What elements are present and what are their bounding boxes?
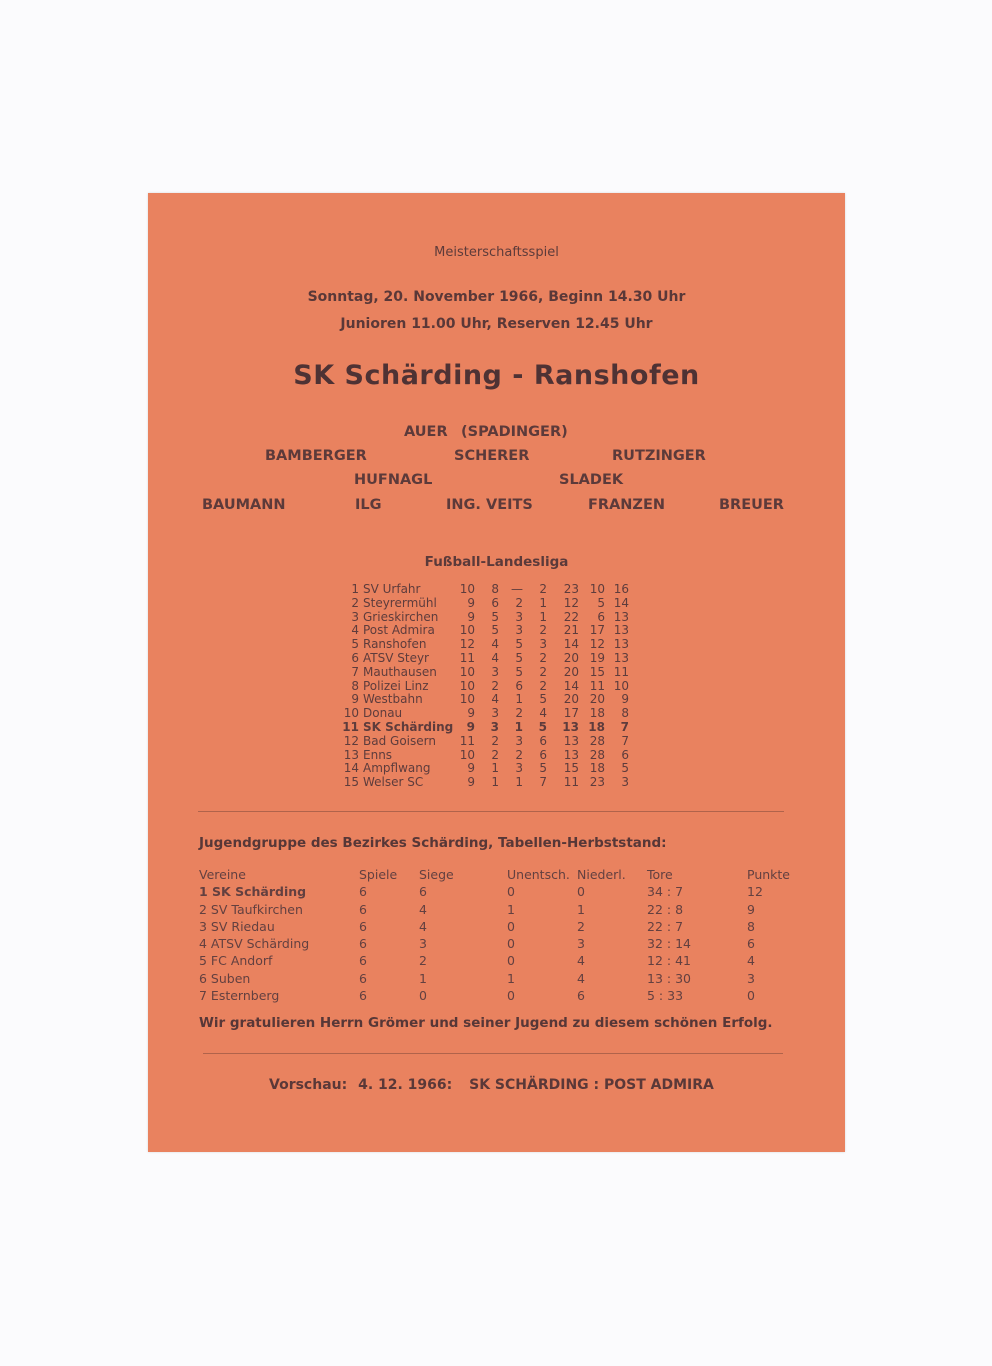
league-cell-drawn: 3 [515, 761, 523, 776]
youth-cell-points: 4 [747, 953, 755, 969]
league-cell-drawn: 6 [515, 678, 523, 693]
league-cell-ga: 18 [588, 719, 605, 734]
youth-cell-club: 5 FC Andorf [199, 953, 273, 969]
league-cell-drawn: 5 [515, 664, 523, 679]
league-cell-played: 9 [467, 775, 475, 790]
league-row [341, 693, 629, 707]
league-cell-lost: 5 [539, 761, 547, 776]
league-cell-team: ATSV Steyr [363, 650, 429, 665]
league-cell-lost: 4 [539, 706, 547, 721]
league-cell-team: Welser SC [363, 775, 424, 790]
league-row [341, 638, 629, 652]
league-cell-pts: 5 [621, 761, 629, 776]
league-cell-lost: 5 [538, 719, 547, 734]
league-row [341, 707, 629, 721]
league-cell-pts: 14 [613, 595, 629, 610]
youth-cell-lost: 0 [577, 884, 585, 900]
youth-cell-points: 0 [747, 988, 755, 1004]
league-cell-pts: 6 [621, 747, 629, 762]
player-forward-5: BREUER [719, 497, 784, 513]
league-cell-lost: 3 [539, 637, 547, 652]
congrats-text: Wir gratulieren Herrn Grömer und seiner Jugend zu diesem schönen Erfolg. [199, 1015, 773, 1031]
league-cell-drawn: 2 [515, 595, 523, 610]
youth-cell-drawn: 0 [507, 918, 515, 934]
col-won: Siege [419, 867, 454, 882]
youth-row [199, 883, 807, 900]
league-cell-team: Ranshofen [363, 637, 427, 652]
league-cell-team: Grieskirchen [363, 609, 439, 624]
league-cell-team: Bad Goisern [363, 733, 436, 748]
league-cell-pts: 9 [621, 692, 629, 707]
league-cell-won: 3 [491, 706, 499, 721]
youth-cell-goals: 34 : 7 [647, 884, 684, 900]
player-goalkeeper-reserve: (SPADINGER) [461, 424, 568, 440]
youth-cell-club: 4 ATSV Schärding [199, 936, 310, 952]
league-cell-gf: 20 [563, 664, 579, 679]
player-forward-4: FRANZEN [588, 497, 665, 513]
league-cell-won: 2 [491, 747, 499, 762]
youth-cell-points: 12 [747, 884, 763, 900]
youth-row [199, 987, 807, 1004]
league-row [341, 776, 629, 790]
col-club: Vereine [199, 867, 246, 882]
youth-cell-club: 7 Esternberg [199, 988, 280, 1004]
youth-cell-drawn: 1 [507, 901, 515, 917]
league-cell-pts: 13 [613, 609, 629, 624]
league-row [341, 721, 629, 735]
league-row [341, 583, 629, 597]
youth-cell-lost: 4 [577, 970, 585, 986]
league-row [341, 749, 629, 763]
league-cell-team: SV Urfahr [363, 582, 421, 596]
divider [203, 1053, 783, 1054]
youth-cell-drawn: 1 [507, 970, 515, 986]
league-cell-gf: 13 [563, 747, 579, 762]
league-cell-won: 5 [491, 609, 499, 624]
col-drawn: Unentsch. [507, 867, 570, 882]
youth-cell-club: 2 SV Taufkirchen [199, 901, 303, 917]
player-half-right: SLADEK [559, 472, 624, 488]
league-cell-team: Mauthausen [363, 664, 437, 679]
youth-row [199, 970, 807, 987]
league-cell-rank: 7 [351, 664, 359, 679]
youth-cell-drawn: 0 [507, 936, 515, 952]
youth-cell-club: 6 Suben [199, 970, 251, 986]
youth-cell-played: 6 [359, 936, 367, 952]
league-cell-lost: 1 [539, 609, 547, 624]
youth-cell-played: 6 [359, 901, 367, 917]
league-cell-rank: 5 [351, 637, 359, 652]
player-back-left: BAMBERGER [265, 448, 367, 464]
league-cell-ga: 23 [589, 775, 605, 790]
youth-row [199, 901, 807, 918]
youth-cell-lost: 6 [577, 988, 585, 1004]
league-cell-team: Steyrermühl [363, 595, 437, 610]
youth-cell-played: 6 [359, 918, 367, 934]
youth-cell-goals: 5 : 33 [647, 988, 684, 1004]
league-cell-won: 4 [491, 637, 499, 652]
league-cell-rank: 12 [343, 733, 359, 748]
youth-cell-goals: 22 : 8 [647, 901, 684, 917]
league-cell-pts: 13 [613, 650, 629, 665]
league-cell-pts: 7 [621, 733, 629, 748]
league-cell-played: 10 [459, 664, 475, 679]
league-cell-won: 5 [491, 623, 499, 638]
player-forward-3: ING. VEITS [446, 497, 533, 513]
col-played: Spiele [359, 867, 398, 882]
league-cell-played: 10 [459, 582, 475, 596]
league-cell-gf: 17 [563, 706, 579, 721]
player-back-right: RUTZINGER [612, 448, 706, 464]
league-cell-rank: 1 [351, 582, 359, 596]
youth-cell-drawn: 0 [507, 988, 515, 1004]
youth-cell-club: 3 SV Riedau [199, 918, 275, 934]
youth-cell-drawn: 0 [507, 953, 515, 969]
youth-cell-points: 3 [747, 970, 755, 986]
league-cell-ga: 5 [597, 595, 605, 610]
league-cell-rank: 15 [343, 775, 359, 790]
league-row [341, 624, 629, 638]
youth-cell-lost: 3 [577, 936, 585, 952]
youth-cell-played: 6 [359, 884, 367, 900]
league-cell-rank: 9 [351, 692, 359, 707]
league-cell-gf: 20 [563, 692, 579, 707]
league-cell-team: Polizei Linz [363, 678, 429, 693]
league-cell-lost: 5 [539, 692, 547, 707]
league-cell-won: 1 [491, 775, 499, 790]
league-cell-ga: 19 [589, 650, 605, 665]
divider [198, 811, 784, 812]
times-line: Junioren 11.00 Uhr, Reserven 12.45 Uhr [340, 316, 653, 332]
league-cell-drawn: 3 [515, 733, 523, 748]
league-cell-ga: 17 [589, 623, 605, 638]
league-cell-team: Post Admira [363, 623, 435, 638]
youth-table [199, 866, 807, 1004]
league-cell-played: 9 [467, 595, 475, 610]
league-cell-played: 11 [459, 733, 475, 748]
league-cell-won: 1 [491, 761, 499, 776]
col-lost: Niederl. [577, 867, 626, 882]
league-cell-played: 10 [459, 678, 475, 693]
youth-cell-won: 3 [419, 936, 427, 952]
flyer-paper [148, 193, 845, 1152]
league-cell-lost: 6 [539, 733, 547, 748]
league-cell-gf: 14 [563, 637, 579, 652]
league-cell-drawn: 1 [515, 775, 523, 790]
league-cell-pts: 13 [613, 623, 629, 638]
league-cell-ga: 28 [589, 747, 605, 762]
preview-match: SK SCHÄRDING : POST ADMIRA [469, 1077, 714, 1093]
league-cell-lost: 2 [539, 650, 547, 665]
league-cell-ga: 18 [589, 706, 605, 721]
league-cell-rank: 11 [342, 719, 359, 734]
player-forward-1: BAUMANN [202, 497, 286, 513]
league-cell-won: 3 [491, 664, 499, 679]
youth-cell-lost: 2 [577, 918, 585, 934]
league-cell-drawn: 2 [515, 706, 523, 721]
youth-cell-points: 8 [747, 918, 755, 934]
league-cell-pts: 10 [613, 678, 629, 693]
league-title: Fußball-Landesliga [424, 554, 569, 570]
league-cell-ga: 12 [589, 637, 605, 652]
league-cell-ga: 6 [597, 609, 605, 624]
youth-header-row [199, 866, 807, 883]
league-cell-pts: 7 [620, 719, 629, 734]
league-cell-rank: 6 [351, 650, 359, 665]
col-goals: Tore [647, 867, 673, 882]
preview-date: 4. 12. 1966: [358, 1077, 453, 1093]
youth-cell-club: 1 SK Schärding [199, 884, 307, 900]
league-cell-ga: 11 [589, 678, 605, 693]
league-cell-drawn: 2 [515, 747, 523, 762]
league-cell-won: 6 [491, 595, 499, 610]
youth-cell-goals: 22 : 7 [647, 918, 684, 934]
league-cell-drawn: 5 [515, 637, 523, 652]
league-cell-won: 4 [491, 692, 499, 707]
league-row [341, 597, 629, 611]
youth-cell-won: 4 [419, 901, 427, 917]
league-cell-lost: 2 [539, 623, 547, 638]
match-type: Meisterschaftsspiel [434, 245, 559, 260]
league-cell-ga: 20 [589, 692, 605, 707]
player-forward-2: ILG [355, 497, 382, 513]
youth-row [199, 918, 807, 935]
league-cell-gf: 23 [563, 582, 579, 596]
league-cell-ga: 10 [589, 582, 605, 596]
league-cell-gf: 15 [563, 761, 579, 776]
league-row [341, 735, 629, 749]
league-cell-rank: 10 [343, 706, 359, 721]
league-cell-ga: 18 [589, 761, 605, 776]
league-cell-gf: 13 [563, 733, 579, 748]
col-points: Punkte [747, 867, 790, 882]
league-cell-rank: 13 [343, 747, 359, 762]
youth-cell-points: 6 [747, 936, 755, 952]
youth-cell-played: 6 [359, 988, 367, 1004]
league-cell-rank: 3 [351, 609, 359, 624]
league-cell-drawn: 5 [515, 650, 523, 665]
league-cell-pts: 8 [621, 706, 629, 721]
league-cell-rank: 4 [351, 623, 359, 638]
league-cell-won: 2 [491, 733, 499, 748]
league-cell-drawn: 3 [515, 609, 523, 624]
league-cell-lost: 7 [539, 775, 547, 790]
league-cell-played: 9 [467, 609, 475, 624]
player-half-left: HUFNAGL [354, 472, 433, 488]
league-cell-team: SK Schärding [363, 719, 454, 734]
league-cell-lost: 1 [539, 595, 547, 610]
league-cell-won: 4 [491, 650, 499, 665]
league-cell-gf: 14 [563, 678, 579, 693]
league-row [341, 652, 629, 666]
youth-cell-won: 0 [419, 988, 427, 1004]
league-cell-lost: 2 [539, 664, 547, 679]
league-cell-drawn: 1 [514, 719, 523, 734]
youth-cell-won: 4 [419, 918, 427, 934]
league-cell-team: Enns [363, 747, 393, 762]
league-row [341, 611, 629, 625]
league-cell-lost: 2 [539, 582, 547, 596]
youth-row [199, 935, 807, 952]
league-cell-won: 3 [490, 719, 499, 734]
preview [269, 1077, 714, 1093]
league-cell-lost: 2 [539, 678, 547, 693]
youth-cell-played: 6 [359, 970, 367, 986]
league-cell-played: 11 [459, 650, 475, 665]
page-title: SK Schärding - Ranshofen [293, 360, 700, 391]
league-cell-gf: 13 [562, 719, 579, 734]
youth-cell-lost: 1 [577, 901, 585, 917]
date-line: Sonntag, 20. November 1966, Beginn 14.30 Uhr [307, 289, 686, 305]
league-cell-drawn: — [511, 582, 523, 596]
youth-cell-won: 6 [419, 884, 427, 900]
league-cell-played: 9 [467, 761, 475, 776]
youth-cell-goals: 13 : 30 [647, 970, 691, 986]
league-cell-pts: 11 [613, 664, 629, 679]
league-cell-ga: 15 [589, 664, 605, 679]
league-cell-played: 10 [459, 692, 475, 707]
league-cell-team: Donau [363, 706, 403, 721]
league-cell-lost: 6 [539, 747, 547, 762]
youth-cell-points: 9 [747, 901, 755, 917]
league-cell-ga: 28 [589, 733, 605, 748]
league-cell-team: Westbahn [363, 692, 423, 707]
youth-cell-drawn: 0 [507, 884, 515, 900]
league-cell-rank: 14 [343, 761, 359, 776]
youth-cell-won: 1 [419, 970, 427, 986]
league-cell-played: 9 [467, 706, 475, 721]
league-row [341, 762, 629, 776]
league-cell-gf: 20 [563, 650, 579, 665]
youth-cell-played: 6 [359, 953, 367, 969]
youth-cell-lost: 4 [577, 953, 585, 969]
league-cell-played: 9 [466, 719, 475, 734]
league-cell-played: 10 [459, 623, 475, 638]
league-row [341, 680, 629, 694]
player-back-center: SCHERER [454, 448, 530, 464]
league-cell-gf: 12 [563, 595, 579, 610]
youth-title: Jugendgruppe des Bezirkes Schärding, Tabellen-Herbststand: [199, 835, 667, 851]
league-cell-drawn: 1 [515, 692, 523, 707]
league-cell-won: 8 [491, 582, 499, 596]
league-cell-rank: 8 [351, 678, 359, 693]
league-row [341, 666, 629, 680]
league-cell-pts: 13 [613, 637, 629, 652]
youth-cell-goals: 32 : 14 [647, 936, 691, 952]
league-cell-played: 10 [459, 747, 475, 762]
league-cell-won: 2 [491, 678, 499, 693]
preview-label: Vorschau: [269, 1077, 348, 1093]
league-cell-played: 12 [459, 637, 475, 652]
player-goalkeeper: AUER [404, 424, 448, 440]
league-cell-drawn: 3 [515, 623, 523, 638]
youth-row [199, 952, 807, 969]
league-cell-pts: 3 [621, 775, 629, 790]
league-cell-gf: 11 [563, 775, 579, 790]
youth-cell-goals: 12 : 41 [647, 953, 691, 969]
league-cell-gf: 22 [563, 609, 579, 624]
league-table [341, 583, 629, 790]
league-cell-team: Ampflwang [363, 761, 431, 776]
league-cell-pts: 16 [613, 582, 629, 596]
league-cell-gf: 21 [563, 623, 579, 638]
league-cell-rank: 2 [351, 595, 359, 610]
youth-cell-won: 2 [419, 953, 427, 969]
